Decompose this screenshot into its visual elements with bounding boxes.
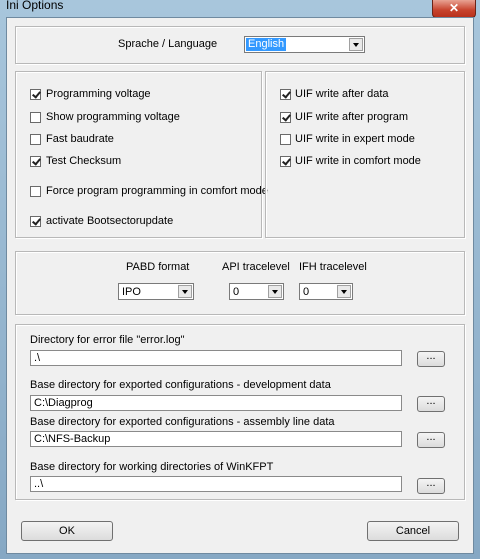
pabd-format-value: IPO xyxy=(122,286,141,298)
browse-error-log-dir-button[interactable]: ... xyxy=(417,351,445,367)
ifh-tracelevel-value: 0 xyxy=(303,286,310,298)
winkfpt-dir-input[interactable]: ..\ xyxy=(30,476,402,492)
checkbox-uif-write-in-expert-mode[interactable] xyxy=(280,134,291,145)
label-fast-baudrate: Fast baudrate xyxy=(46,133,114,145)
checkbox-test-checksum[interactable] xyxy=(30,156,41,167)
assembly-data-dir-label: Base directory for exported configurations - assembly line data xyxy=(30,416,335,428)
ok-button[interactable]: OK xyxy=(21,521,113,541)
chevron-down-icon[interactable] xyxy=(349,38,363,51)
label-test-checksum: Test Checksum xyxy=(46,155,122,167)
dev-data-dir-input[interactable]: C:\Diagprog xyxy=(30,395,402,411)
ifh-tracelevel-select[interactable] xyxy=(299,283,353,300)
close-icon[interactable]: ✕ xyxy=(432,0,476,18)
error-log-dir-input[interactable]: .\ xyxy=(30,350,402,366)
api-tracelevel-value: 0 xyxy=(233,286,240,298)
checkbox-uif-write-after-program[interactable] xyxy=(280,112,291,123)
chevron-down-icon[interactable] xyxy=(337,285,351,298)
chevron-down-icon[interactable] xyxy=(178,285,192,298)
error-log-dir-label: Directory for error file "error.log" xyxy=(30,334,185,346)
label-uif-write-in-comfort-mode: UIF write in comfort mode xyxy=(295,155,421,167)
label-activate-bootsectorupdate: activate Bootsectorupdate xyxy=(46,215,174,227)
dev-data-dir-label: Base directory for exported configurations - development data xyxy=(30,379,331,391)
api-tracelevel-select[interactable] xyxy=(229,283,284,300)
checkbox-uif-write-in-comfort-mode[interactable] xyxy=(280,156,291,167)
label-uif-write-after-data: UIF write after data xyxy=(295,88,389,100)
label-uif-write-after-program: UIF write after program xyxy=(295,111,409,123)
pabd-format-select[interactable] xyxy=(118,283,194,300)
cancel-button[interactable]: Cancel xyxy=(367,521,459,541)
assembly-data-dir-input[interactable]: C:\NFS-Backup xyxy=(30,431,402,447)
api-tracelevel-label: API tracelevel xyxy=(222,261,290,273)
checkbox-activate-bootsectorupdate[interactable] xyxy=(30,216,41,227)
checkbox-programming-voltage[interactable] xyxy=(30,89,41,100)
label-programming-voltage: Programming voltage xyxy=(46,88,151,100)
checkbox-fast-baudrate[interactable] xyxy=(30,134,41,145)
browse-dev-data-dir-button[interactable]: ... xyxy=(417,396,445,412)
dialog-client-area xyxy=(6,17,474,554)
ifh-tracelevel-label: IFH tracelevel xyxy=(299,261,367,273)
language-label: Sprache / Language xyxy=(118,38,218,50)
chevron-down-icon[interactable] xyxy=(268,285,282,298)
winkfpt-dir-label: Base directory for working directories of WinKFPT xyxy=(30,461,274,473)
checkbox-show-programming-voltage[interactable] xyxy=(30,112,41,123)
checkbox-uif-write-after-data[interactable] xyxy=(280,89,291,100)
browse-assembly-data-dir-button[interactable]: ... xyxy=(417,432,445,448)
label-force-program-programming: Force program programming in comfort mode xyxy=(46,185,268,197)
label-uif-write-in-expert-mode: UIF write in expert mode xyxy=(295,133,415,145)
window-title: Ini Options xyxy=(6,0,64,12)
language-select[interactable] xyxy=(244,36,365,53)
browse-winkfpt-dir-button[interactable]: ... xyxy=(417,478,445,494)
language-value: English xyxy=(248,38,285,50)
label-show-programming-voltage: Show programming voltage xyxy=(46,111,180,123)
checkbox-force-program-programming[interactable] xyxy=(30,186,41,197)
language-group xyxy=(15,26,465,64)
pabd-format-label: PABD format xyxy=(126,261,190,273)
